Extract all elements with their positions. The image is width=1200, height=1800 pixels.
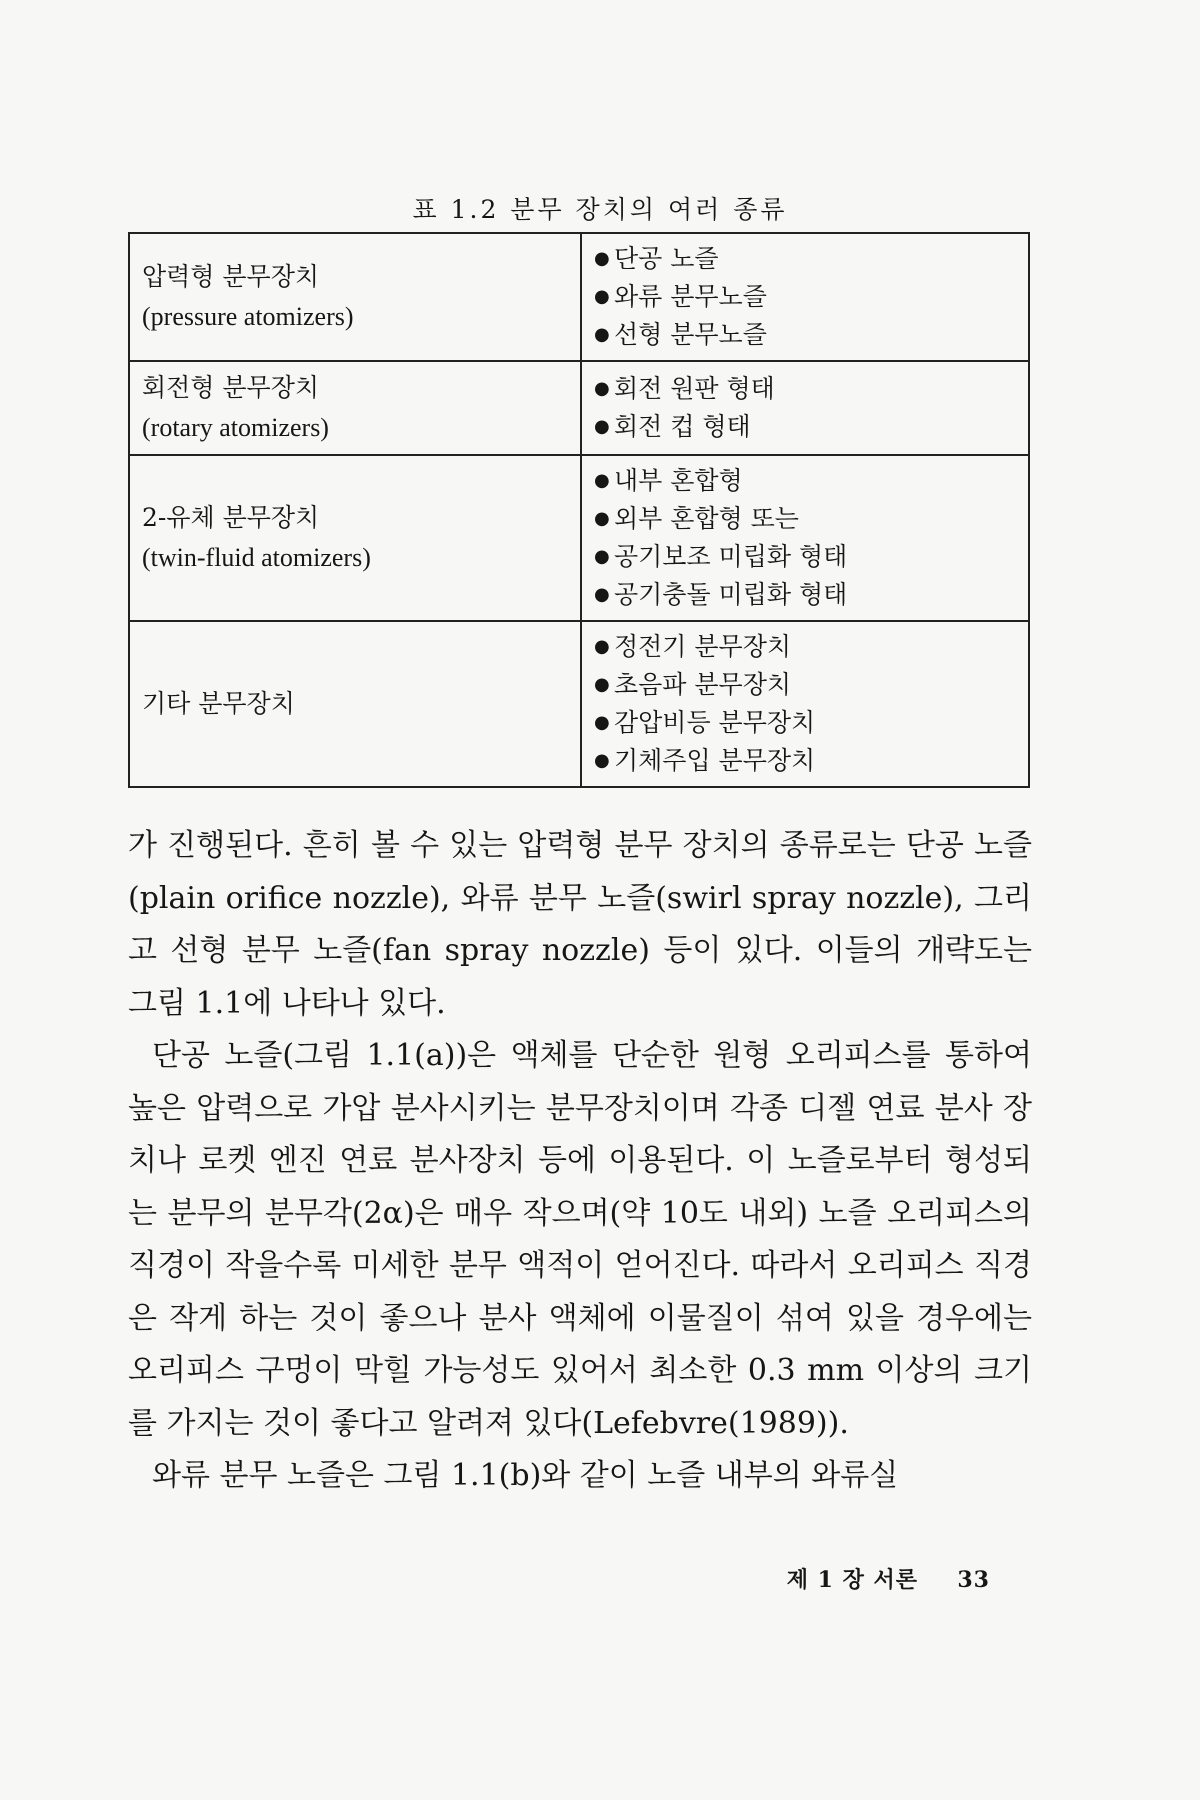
atomizer-type-cell bbox=[129, 455, 581, 621]
table-row bbox=[129, 233, 1029, 361]
table-caption: 표 1.2 분무 장치의 여러 종류 bbox=[412, 195, 788, 224]
list-item: ● 공기보조 미립화 형태 bbox=[594, 538, 1016, 576]
list-item: ● 정전기 분무장치 bbox=[594, 628, 1016, 666]
list-item: ● 회전 컵 형태 bbox=[594, 408, 1016, 446]
body-text bbox=[128, 820, 1032, 1503]
atomizer-type-korean: 기타 분무장치 bbox=[142, 689, 295, 718]
bullet-icon: ● bbox=[594, 750, 610, 771]
atomizer-types-table bbox=[128, 232, 1030, 788]
paragraph: 와류 분무 노즐은 그림 1.1(b)와 같이 노즐 내부의 와류실 bbox=[152, 1458, 899, 1493]
list-item: ● 외부 혼합형 또는 bbox=[594, 500, 1016, 538]
list-item: ● 내부 혼합형 bbox=[594, 462, 1016, 500]
bullet-icon: ● bbox=[594, 416, 610, 437]
paragraph: 단공 노즐(그림 1.1(a))은 액체를 단순한 원형 오리피스를 통하여 높은 압력으로 가압 분사시키는 분무장치이며 각종 디젤 연료 분사 장치나 로켓 엔진 연료 분사장치 등에 이용된다. 이 노즐로부터 형성되는 분무의 분무각(2α)은 매우 작으며(약 10도 내외) 노즐 오리피스의 직경이 작을수록 미세한 분무 액적이 얻어진다. 따라서 오리피스 직경은 작게 하는 것이 좋으나 분사 액체에 이물질이 섞여 있을 경우에는 오리피스 구멍이 막힐 가능성도 있어서 최소한 0.3 mm 이상의 크기를 가지는 것이 좋다고 알려져 있다(Lefebvre(1989)). bbox=[128, 1038, 1032, 1441]
atomizer-type-english: (pressure atomizers) bbox=[142, 302, 354, 331]
list-item: ● 감압비등 분무장치 bbox=[594, 704, 1016, 742]
page-footer bbox=[0, 1563, 990, 1594]
bullet-icon: ● bbox=[594, 508, 610, 529]
list-item: ● 회전 원판 형태 bbox=[594, 370, 1016, 408]
table-row bbox=[129, 361, 1029, 455]
bullet-icon: ● bbox=[594, 712, 610, 733]
atomizer-type-cell bbox=[129, 621, 581, 787]
bullet-icon: ● bbox=[594, 584, 610, 605]
list-item: ● 기체주입 분무장치 bbox=[594, 742, 1016, 780]
chapter-label: 제 1 장 서론 bbox=[786, 1567, 919, 1593]
atomizer-type-korean: 압력형 분무장치 bbox=[142, 262, 319, 291]
list-item: ● 초음파 분무장치 bbox=[594, 666, 1016, 704]
bullet-icon: ● bbox=[594, 378, 610, 399]
bullet-icon: ● bbox=[594, 674, 610, 695]
atomizer-type-cell bbox=[129, 233, 581, 361]
list-item: ● 와류 분무노즐 bbox=[594, 278, 1016, 316]
atomizer-type-korean: 회전형 분무장치 bbox=[142, 373, 319, 402]
atomizer-type-english: (rotary atomizers) bbox=[142, 413, 329, 442]
atomizer-kinds-cell bbox=[581, 455, 1029, 621]
list-item: ● 공기충돌 미립화 형태 bbox=[594, 576, 1016, 614]
list-item: ● 선형 분무노즐 bbox=[594, 316, 1016, 354]
atomizer-kinds-cell bbox=[581, 621, 1029, 787]
page-number: 33 bbox=[957, 1567, 990, 1593]
bullet-icon: ● bbox=[594, 324, 610, 345]
bullet-icon: ● bbox=[594, 636, 610, 657]
bullet-icon: ● bbox=[594, 546, 610, 567]
table-row bbox=[129, 455, 1029, 621]
atomizer-kinds-cell bbox=[581, 233, 1029, 361]
atomizer-type-korean: 2-유체 분무장치 bbox=[142, 503, 320, 532]
atomizer-type-cell bbox=[129, 361, 581, 455]
atomizer-type-english: (twin-fluid atomizers) bbox=[142, 543, 371, 572]
table-row bbox=[129, 621, 1029, 787]
bullet-icon: ● bbox=[594, 470, 610, 491]
paragraph: 가 진행된다. 흔히 볼 수 있는 압력형 분무 장치의 종류로는 단공 노즐(plain orifice nozzle), 와류 분무 노즐(swirl spray nozzle), 그리고 선형 분무 노즐(fan spray nozzle) 등이 있다. 이들의 개략도는 그림 1.1에 나타나 있다. bbox=[128, 828, 1032, 1021]
list-item: ● 단공 노즐 bbox=[594, 240, 1016, 278]
atomizer-kinds-cell bbox=[581, 361, 1029, 455]
bullet-icon: ● bbox=[594, 248, 610, 269]
bullet-icon: ● bbox=[594, 286, 610, 307]
